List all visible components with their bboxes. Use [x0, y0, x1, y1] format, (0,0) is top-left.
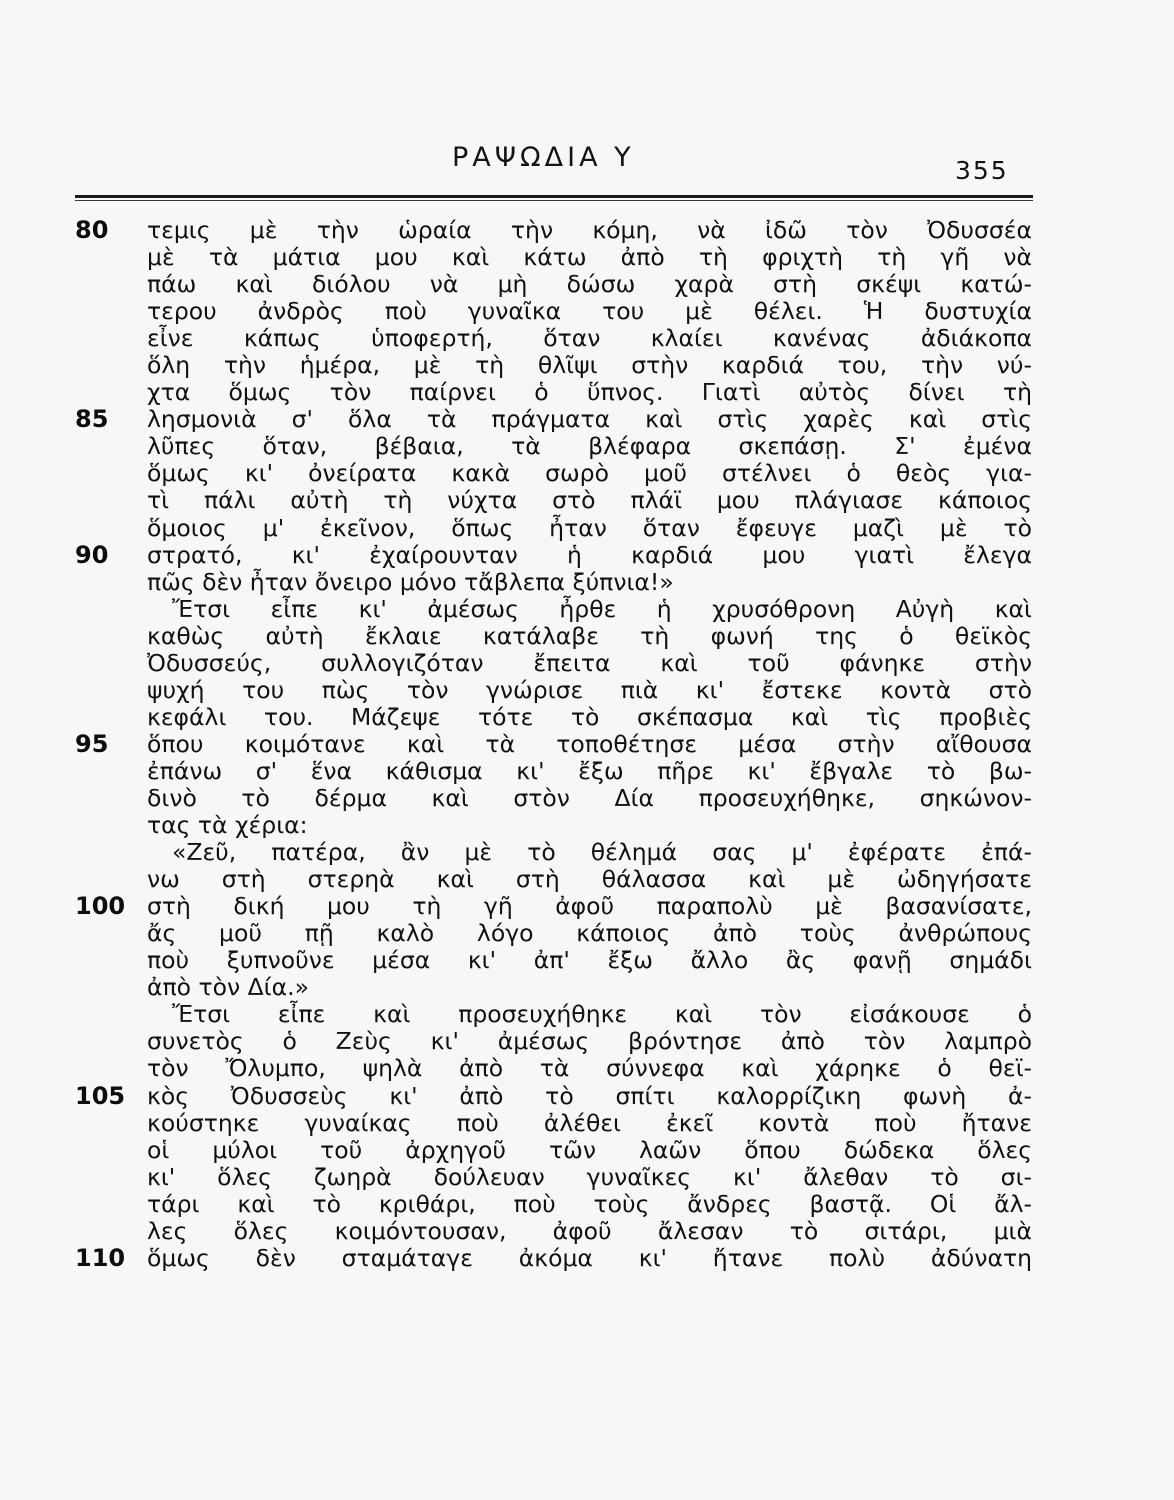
text-line: [0, 839, 1174, 866]
line-number: 80: [75, 216, 109, 244]
text-line: [0, 596, 1174, 623]
line-number: 85: [75, 405, 109, 434]
text-line: [0, 460, 1174, 487]
text-line: [0, 1245, 1174, 1272]
line-text: μὲ τὰ μάτια μου καὶ κάτω ἀπὸ τὴ φριχτὴ τὴ γῆ νὰ: [147, 243, 1032, 272]
line-text: κὸς Ὀδυσσεὺς κι' ἀπὸ τὸ σπίτι καλορρίζικη φωνὴ ἀ-: [147, 1081, 1032, 1110]
text-line: [0, 244, 1174, 271]
line-number: 110: [75, 1243, 126, 1272]
line-text: χτα ὅμως τὸν παίρνει ὁ ὕπνος. Γιατὶ αὐτὸς δίνει τὴ: [147, 378, 1032, 407]
line-number: 95: [75, 729, 109, 758]
text-line: [0, 866, 1174, 893]
line-text: ἐπάνω σ' ἕνα κάθισμα κι' ἔξω πῆρε κι' ἔβγαλε τὸ βω-: [147, 756, 1032, 785]
line-text: ὅμοιος μ' ἐκεῖνον, ὅπως ἦταν ὅταν ἔφευγε μαζὶ μὲ τὸ: [147, 513, 1032, 542]
line-text: «Ζεῦ, πατέρα, ἂν μὲ τὸ θέλημά σας μ' ἐφέρατε ἐπά-: [172, 838, 1032, 867]
text-line: [0, 217, 1174, 244]
line-text: λες ὅλες κοιμόντουσαν, ἀφοῦ ἄλεσαν τὸ σιτάρι, μιὰ: [147, 1216, 1032, 1245]
line-text: ὅλη τὴν ἡμέρα, μὲ τὴ θλῖψι στὴν καρδιά του, τὴν νύ-: [147, 351, 1032, 380]
text-line: [0, 677, 1174, 704]
body-text: [0, 217, 1174, 1272]
text-line: [0, 1137, 1174, 1164]
line-text: δινὸ τὸ δέρμα καὶ στὸν Δία προσευχήθηκε, σηκώνον-: [147, 783, 1032, 812]
text-line: [0, 785, 1174, 812]
line-text: τερου ἀνδρὸς ποὺ γυναῖκα του μὲ θέλει. Ἡ δυστυχία: [147, 297, 1032, 326]
line-text: τὶ πάλι αὐτὴ τὴ νύχτα στὸ πλάϊ μου πλάγιασε κάποιος: [147, 486, 1032, 515]
text-line: [0, 1055, 1174, 1082]
text-line: [0, 758, 1174, 785]
text-line: [0, 731, 1174, 758]
running-title: ΡΑΨΩΔΙΑ Υ: [452, 142, 635, 173]
line-text: λησμονιὰ σ' ὅλα τὰ πράγματα καὶ στὶς χαρὲς καὶ στὶς: [147, 405, 1032, 434]
text-line: [0, 515, 1174, 542]
text-line: [0, 542, 1174, 569]
line-text: συνετὸς ὁ Ζεὺς κι' ἀμέσως βρόντησε ἀπὸ τὸν λαμπρὸ: [147, 1027, 1032, 1056]
text-line: [0, 1083, 1174, 1110]
text-line: [0, 704, 1174, 731]
line-text: ὅμως κι' ὀνείρατα κακὰ σωρὸ μοῦ στέλνει ὁ θεὸς για-: [147, 459, 1032, 488]
line-text: κεφάλι του. Μάζεψε τότε τὸ σκέπασμα καὶ τὶς προβιὲς: [147, 702, 1032, 731]
page-number: 355: [955, 156, 1009, 185]
text-line: [0, 650, 1174, 677]
line-number: 100: [75, 892, 126, 921]
text-line: [0, 1191, 1174, 1218]
line-text: νω στὴ στερηὰ καὶ στὴ θάλασσα καὶ μὲ ὠδηγήσατε: [147, 865, 1032, 894]
text-line: [0, 487, 1174, 514]
line-text: πάω καὶ διόλου νὰ μὴ δώσω χαρὰ στὴ σκέψι κατώ-: [147, 270, 1032, 299]
line-text: Ἔτσι εἶπε κι' ἀμέσως ἦρθε ἡ χρυσόθρονη Αὐγὴ καὶ: [172, 594, 1032, 623]
line-text: κι' ὅλες ζωηρὰ δούλευαν γυναῖκες κι' ἄλεθαν τὸ σι-: [147, 1162, 1032, 1191]
header-rule-thin: [75, 200, 1033, 201]
page-header: [0, 130, 1174, 190]
line-text: Ἔτσι εἶπε καὶ προσευχήθηκε καὶ τὸν εἰσάκουσε ὁ: [172, 1000, 1032, 1029]
line-text: τας τὰ χέρια:: [147, 811, 308, 840]
line-text: κούστηκε γυναίκας ποὺ ἀλέθει ἐκεῖ κοντὰ ποὺ ἤτανε: [147, 1108, 1032, 1137]
line-text: εἶνε κάπως ὑποφερτή, ὅταν κλαίει κανένας ἀδιάκοπα: [147, 324, 1032, 353]
text-line: [0, 893, 1174, 920]
text-line: [0, 271, 1174, 298]
line-text: ποὺ ξυπνοῦνε μέσα κι' ἀπ' ἔξω ἄλλο ἂς φανῇ σημάδι: [147, 946, 1032, 975]
line-text: στρατό, κι' ἐχαίρουνταν ἡ καρδιά μου γιατὶ ἔλεγα: [147, 540, 1032, 569]
text-line: [0, 974, 1174, 1001]
text-line: [0, 433, 1174, 460]
line-text: πῶς δὲν ἦταν ὄνειρο μόνο τἄβλεπα ξύπνια!»: [147, 567, 674, 596]
line-text: στὴ δική μου τὴ γῆ ἀφοῦ παραπολὺ μὲ βασανίσατε,: [147, 892, 1032, 921]
line-text: τάρι καὶ τὸ κριθάρι, ποὺ τοὺς ἄνδρες βαστᾷ. Οἱ ἄλ-: [147, 1189, 1032, 1218]
line-text: οἱ μύλοι τοῦ ἀρχηγοῦ τῶν λαῶν ὅπου δώδεκα ὅλες: [147, 1135, 1032, 1164]
line-text: τεμις μὲ τὴν ὡραία τὴν κόμη, νὰ ἰδῶ τὸν Ὀδυσσέα: [147, 216, 1032, 244]
line-text: Ὀδυσσεύς, συλλογιζόταν ἔπειτα καὶ τοῦ φάνηκε στὴν: [147, 648, 1032, 677]
text-line: [0, 379, 1174, 406]
text-line: [0, 298, 1174, 325]
line-text: λῦπες ὅταν, βέβαια, τὰ βλέφαρα σκεπάσῃ. Σ' ἐμένα: [147, 432, 1032, 461]
text-line: [0, 1001, 1174, 1028]
text-line: [0, 352, 1174, 379]
text-line: [0, 1110, 1174, 1137]
header-rule: [75, 195, 1033, 198]
line-number: 105: [75, 1081, 126, 1110]
text-line: [0, 325, 1174, 352]
text-line: [0, 569, 1174, 596]
text-line: [0, 406, 1174, 433]
text-line: [0, 1028, 1174, 1055]
text-line: [0, 947, 1174, 974]
line-number: 90: [75, 540, 109, 569]
text-line: [0, 1218, 1174, 1245]
line-text: ψυχή του πὼς τὸν γνώρισε πιὰ κι' ἔστεκε κοντὰ στὸ: [147, 675, 1032, 704]
line-text: ὅπου κοιμότανε καὶ τὰ τοποθέτησε μέσα στὴν αἴθουσα: [147, 729, 1032, 758]
line-text: ἀπὸ τὸν Δία.»: [147, 973, 309, 1002]
text-line: [0, 1164, 1174, 1191]
text-line: [0, 812, 1174, 839]
line-text: ἄς μοῦ πῇ καλὸ λόγο κάποιος ἀπὸ τοὺς ἀνθρώπους: [147, 919, 1032, 948]
line-text: τὸν Ὄλυμπο, ψηλὰ ἀπὸ τὰ σύννεφα καὶ χάρηκε ὁ θεϊ-: [147, 1054, 1032, 1083]
text-line: [0, 623, 1174, 650]
line-text: ὅμως δὲν σταμάταγε ἀκόμα κι' ἤτανε πολὺ ἀδύνατη: [147, 1243, 1032, 1272]
line-text: καθὼς αὐτὴ ἔκλαιε κατάλαβε τὴ φωνή της ὁ θεϊκὸς: [147, 621, 1032, 650]
text-line: [0, 920, 1174, 947]
